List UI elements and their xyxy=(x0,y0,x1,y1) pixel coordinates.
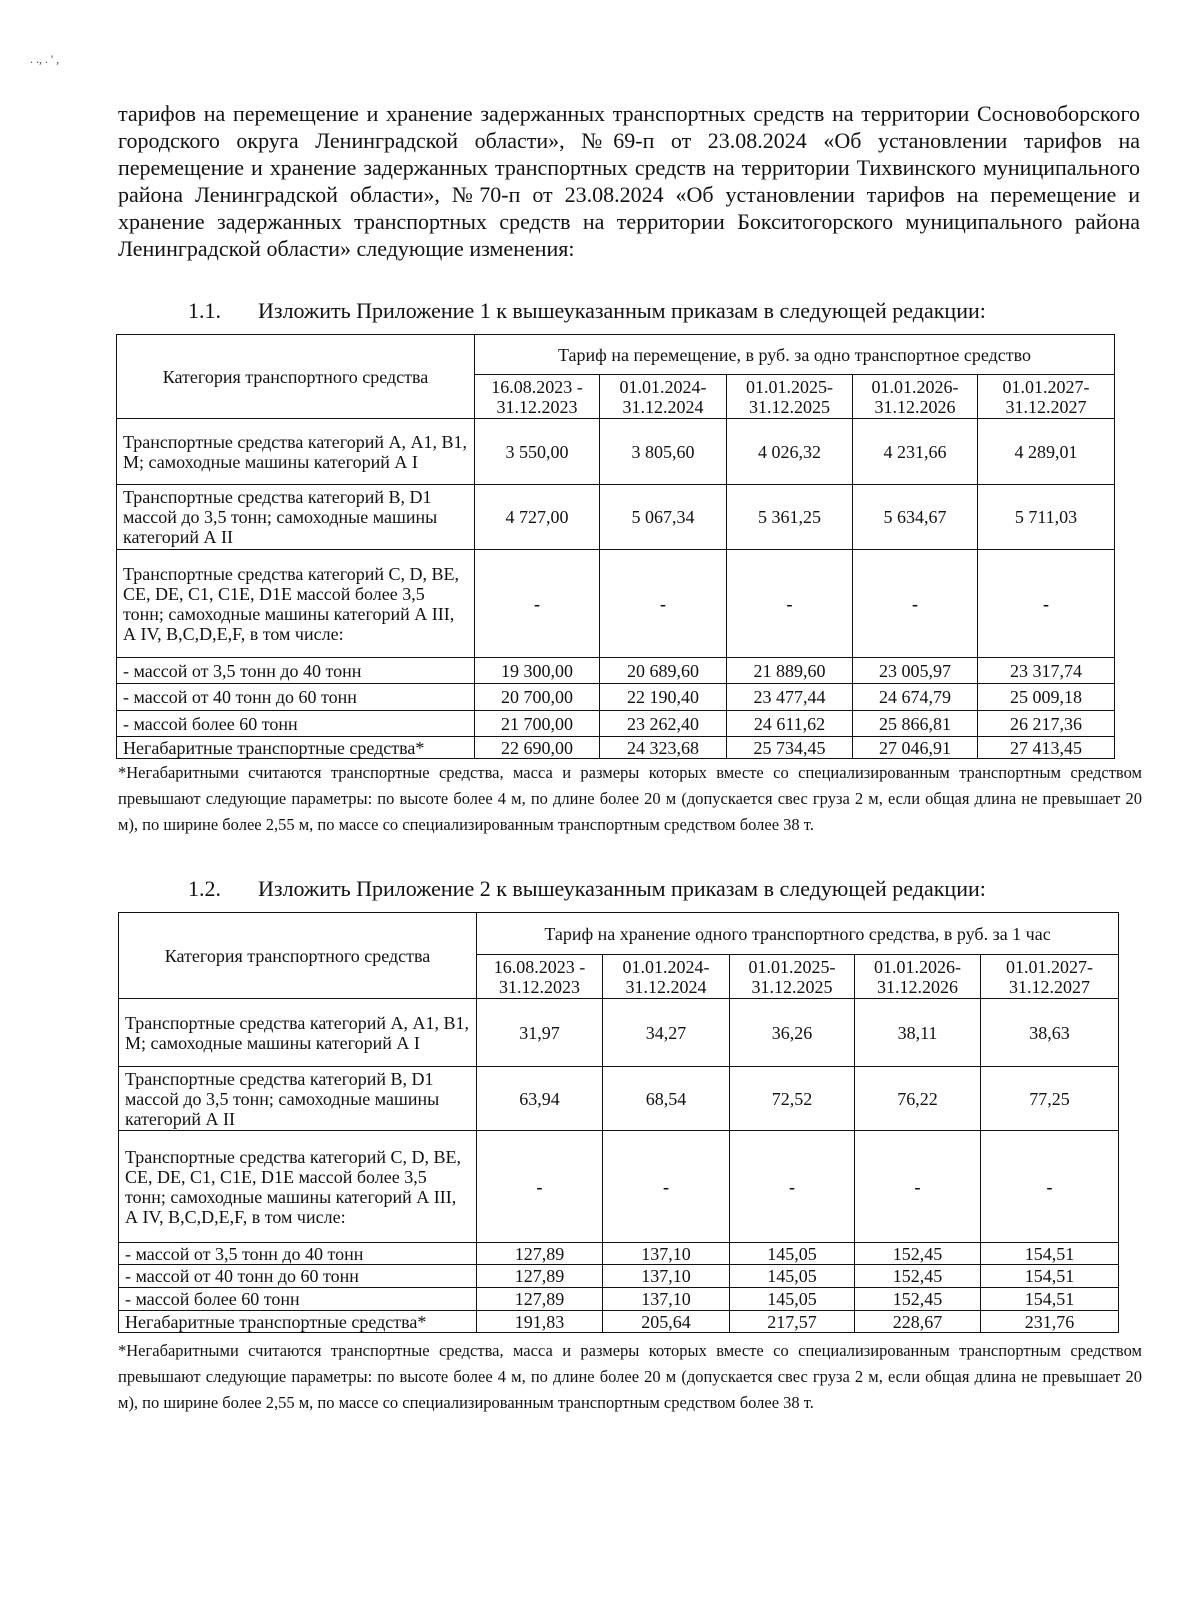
table1-cell: 25 009,18 xyxy=(978,684,1115,711)
table2-cell: 127,89 xyxy=(477,1243,603,1265)
table1-row-category: - массой от 40 тонн до 60 тонн xyxy=(117,684,475,711)
table2-row xyxy=(119,999,1119,1067)
section-2-number: 1.2. xyxy=(188,876,221,901)
scan-mark: . ., . ' , xyxy=(30,52,60,66)
table2-cell: - xyxy=(855,1131,981,1243)
table2-row-category: Транспортные средства категорий С, D, ВЕ, СЕ, DE, C1, C1E, D1E массой более 3,5 тонн; самоходные машины категорий А III, А IV, B,C,D,E,F, в том числе: xyxy=(119,1131,477,1243)
table1-row xyxy=(117,419,1115,485)
table2-row-category: Транспортные средства категорий В, D1 массой до 3,5 тонн; самоходные машины категорий А II xyxy=(119,1067,477,1131)
table1-cell: 23 262,40 xyxy=(600,711,727,737)
table2-cell: 77,25 xyxy=(981,1067,1119,1131)
table2-cell: 137,10 xyxy=(603,1288,730,1311)
table1-cell: 5 711,03 xyxy=(978,485,1115,550)
table1-cell: 27 413,45 xyxy=(978,737,1115,759)
table1-cell: 23 477,44 xyxy=(727,684,853,711)
table2-row xyxy=(119,1131,1119,1243)
table2-cell: 76,22 xyxy=(855,1067,981,1131)
table1-row xyxy=(117,658,1115,684)
table1-period-header: 16.08.2023 - 31.12.2023 xyxy=(475,375,600,419)
table1-cell: 25 734,45 xyxy=(727,737,853,759)
table1-cell: 23 317,74 xyxy=(978,658,1115,684)
table1-cell: 20 689,60 xyxy=(600,658,727,684)
table1-cell: 5 361,25 xyxy=(727,485,853,550)
table1-cell: 24 323,68 xyxy=(600,737,727,759)
table2-cell: 127,89 xyxy=(477,1265,603,1288)
table1-cell: 5 634,67 xyxy=(853,485,978,550)
table2-row xyxy=(119,1067,1119,1131)
table2-cell: 38,63 xyxy=(981,999,1119,1067)
table1-cell: 19 300,00 xyxy=(475,658,600,684)
table1-cell: 4 727,00 xyxy=(475,485,600,550)
table2-cell: 191,83 xyxy=(477,1311,603,1333)
table1-cell: 3 550,00 xyxy=(475,419,600,485)
table2-cell: 217,57 xyxy=(730,1311,855,1333)
table2-cell: 231,76 xyxy=(981,1311,1119,1333)
table1-cell: 22 190,40 xyxy=(600,684,727,711)
section-1-title: Изложить Приложение 1 к вышеуказанным приказам в следующей редакции: xyxy=(258,298,986,323)
table2-cell: 72,52 xyxy=(730,1067,855,1131)
intro-paragraph xyxy=(118,100,1140,262)
table1-cell: - xyxy=(600,550,727,658)
table1-cell: 3 805,60 xyxy=(600,419,727,485)
table2-row-category: - массой от 3,5 тонн до 40 тонн xyxy=(119,1243,477,1265)
table1-row-category: Негабаритные транспортные средства* xyxy=(117,737,475,759)
table1-cell: - xyxy=(475,550,600,658)
table1-period-header: 01.01.2024- 31.12.2024 xyxy=(600,375,727,419)
table2-cell: 205,64 xyxy=(603,1311,730,1333)
table2-cell: 152,45 xyxy=(855,1243,981,1265)
table2-cell: - xyxy=(981,1131,1119,1243)
table1-period-header: 01.01.2026- 31.12.2026 xyxy=(853,375,978,419)
section-1-number: 1.1. xyxy=(188,298,221,323)
table1-footnote xyxy=(118,760,1142,838)
table1-cell: 21 889,60 xyxy=(727,658,853,684)
section-1-heading xyxy=(188,298,986,324)
table1-cell: 27 046,91 xyxy=(853,737,978,759)
table1-cell: 23 005,97 xyxy=(853,658,978,684)
table2-footnote-text: *Негабаритными считаются транспортные средства, масса и размеры которых вместе со специализированным транспортным средством превышают следующие параметры: по высоте более 4 м, по длине более 20 м (допускается свес груза 2 м, если общая длина не превышает 20 м), по ширине более 2,55 м, по массе со специализированным транспортным средством более 38 т. xyxy=(118,1341,1142,1412)
table1-cell: 20 700,00 xyxy=(475,684,600,711)
table1-row-category: Транспортные средства категорий А, А1, В1, М; самоходные машины категорий А I xyxy=(117,419,475,485)
table2-tariff-header: Тариф на хранение одного транспортного средства, в руб. за 1 час xyxy=(477,913,1119,955)
table2-category-header: Категория транспортного средства xyxy=(119,913,477,999)
table2-row xyxy=(119,1265,1119,1288)
table1-cell: 4 026,32 xyxy=(727,419,853,485)
section-2-heading xyxy=(188,876,986,902)
table2-cell: - xyxy=(477,1131,603,1243)
table1-row xyxy=(117,684,1115,711)
table2-cell: 137,10 xyxy=(603,1265,730,1288)
table2-period-header: 01.01.2027- 31.12.2027 xyxy=(981,955,1119,999)
table2-cell: 63,94 xyxy=(477,1067,603,1131)
table2-row-category: - массой от 40 тонн до 60 тонн xyxy=(119,1265,477,1288)
storage-tariff-table xyxy=(118,912,1119,1333)
table2-row-category: Транспортные средства категорий А, А1, В1, М; самоходные машины категорий А I xyxy=(119,999,477,1067)
table2-cell: 127,89 xyxy=(477,1288,603,1311)
table2-row xyxy=(119,1243,1119,1265)
table2-cell: - xyxy=(730,1131,855,1243)
table1-footnote-text: *Негабаритными считаются транспортные средства, масса и размеры которых вместе со специализированным транспортным средством превышают следующие параметры: по высоте более 4 м, по длине более 20 м (допускается свес груза 2 м, если общая длина не превышает 20 м), по ширине более 2,55 м, по массе со специализированным транспортным средством более 38 т. xyxy=(118,763,1142,834)
table1-row xyxy=(117,550,1115,658)
table2-cell: 145,05 xyxy=(730,1288,855,1311)
table1-cell: 22 690,00 xyxy=(475,737,600,759)
table1-period-header: 01.01.2025- 31.12.2025 xyxy=(727,375,853,419)
table1-cell: 26 217,36 xyxy=(978,711,1115,737)
table1-cell: 24 674,79 xyxy=(853,684,978,711)
table1-row-category: - массой от 3,5 тонн до 40 тонн xyxy=(117,658,475,684)
table2-cell: 38,11 xyxy=(855,999,981,1067)
table2-cell: 145,05 xyxy=(730,1265,855,1288)
table2-cell: 152,45 xyxy=(855,1265,981,1288)
table2-period-header: 16.08.2023 - 31.12.2023 xyxy=(477,955,603,999)
table1-category-header: Категория транспортного средства xyxy=(117,335,475,419)
table1-row xyxy=(117,485,1115,550)
table1-row-category: Транспортные средства категорий В, D1 массой до 3,5 тонн; самоходные машины категорий А II xyxy=(117,485,475,550)
table1-cell: - xyxy=(853,550,978,658)
table2-cell: 154,51 xyxy=(981,1265,1119,1288)
table1-row xyxy=(117,737,1115,759)
table1-cell: 25 866,81 xyxy=(853,711,978,737)
table2-row-category: Негабаритные транспортные средства* xyxy=(119,1311,477,1333)
table1-cell: - xyxy=(978,550,1115,658)
table2-period-header: 01.01.2025- 31.12.2025 xyxy=(730,955,855,999)
table2-cell: 228,67 xyxy=(855,1311,981,1333)
table2-cell: 152,45 xyxy=(855,1288,981,1311)
table1-cell: - xyxy=(727,550,853,658)
table1-cell: 4 231,66 xyxy=(853,419,978,485)
table2-cell: 154,51 xyxy=(981,1288,1119,1311)
table1-row-category: Транспортные средства категорий С, D, ВЕ, СЕ, DE, C1, C1E, D1E массой более 3,5 тонн; самоходные машины категорий А III, А IV, B,C,D,E,F, в том числе: xyxy=(117,550,475,658)
table1-cell: 21 700,00 xyxy=(475,711,600,737)
table2-cell: 137,10 xyxy=(603,1243,730,1265)
table2-cell: 31,97 xyxy=(477,999,603,1067)
table2-cell: 68,54 xyxy=(603,1067,730,1131)
table2-cell: 154,51 xyxy=(981,1243,1119,1265)
table1-cell: 4 289,01 xyxy=(978,419,1115,485)
section-2-title: Изложить Приложение 2 к вышеуказанным приказам в следующей редакции: xyxy=(258,876,986,901)
table2-row xyxy=(119,1288,1119,1311)
table1-cell: 24 611,62 xyxy=(727,711,853,737)
table2-row-category: - массой более 60 тонн xyxy=(119,1288,477,1311)
intro-text: тарифов на перемещение и хранение задержанных транспортных средств на территории Сосновоборского городского округа Ленинградской области», №69-п от 23.08.2024 «Об установлении тарифов на перемещение и хранение задержанных транспортных средств на территории Тихвинского муниципального района Ленинградской области», №70-п от 23.08.2024 «Об установлении тарифов на перемещение и хранение задержанных транспортных средств на территории Бокситогорского муниципального района Ленинградской области» следующие изменения: xyxy=(118,101,1140,261)
table2-row xyxy=(119,1311,1119,1333)
table1-tariff-header: Тариф на перемещение, в руб. за одно транспортное средство xyxy=(475,335,1115,375)
table2-cell: 34,27 xyxy=(603,999,730,1067)
table2-cell: 145,05 xyxy=(730,1243,855,1265)
table2-period-header: 01.01.2026- 31.12.2026 xyxy=(855,955,981,999)
table2-cell: 36,26 xyxy=(730,999,855,1067)
table2-period-header: 01.01.2024- 31.12.2024 xyxy=(603,955,730,999)
table1-row xyxy=(117,711,1115,737)
table1-row-category: - массой более 60 тонн xyxy=(117,711,475,737)
table2-cell: - xyxy=(603,1131,730,1243)
relocation-tariff-table xyxy=(116,334,1115,759)
table2-footnote xyxy=(118,1338,1142,1416)
table1-cell: 5 067,34 xyxy=(600,485,727,550)
table1-period-header: 01.01.2027- 31.12.2027 xyxy=(978,375,1115,419)
